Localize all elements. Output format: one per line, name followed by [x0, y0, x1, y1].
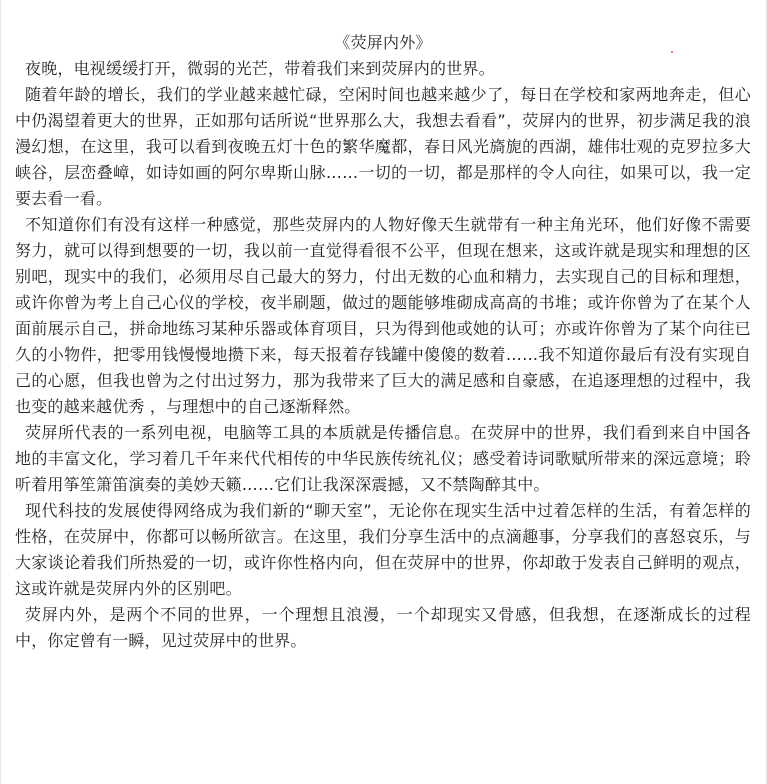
paragraph-1: 夜晚，电视缓缓打开，微弱的光芒，带着我们来到荧屏内的世界。 — [25, 59, 495, 78]
paragraph-5: 现代科技的发展使得网络成为我们新的“聊天室”，无论你在现实生活中过着怎样的生活，有着怎样的性格，在荧屏中，你都可以畅所欲言。在这里，我们分享生活中的点滴趣事，分享我们的喜怒哀乐，与大家谈论着我们所热爱的一切，或许你性格内向，但在荧屏中的世界，你却敢于发表自己鲜明的观点，这或许就是荧屏内外的区别吧。 — [15, 501, 751, 598]
paragraph-6: 荧屏内外，是两个不同的世界，一个理想且浪漫，一个却现实又骨感，但我想，在逐渐成长的过程中，你定曾有一瞬，见过荧屏中的世界。 — [15, 605, 751, 650]
paragraph-2: 随着年龄的增长，我们的学业越来越忙碌，空闲时间也越来越少了，每日在学校和家两地奔走，但心中仍渴望着更大的世界，正如那句话所说“世界那么大，我想去看看”，荧屏内的世界，初步满足我的浪漫幻想，在这里，我可以看到夜晚五灯十色的繁华魔都，春日风光旖旎的西湖，雄伟壮观的克罗拉多大峡谷，层峦叠嶂，如诗如画的阿尔卑斯山脉……一切的一切，都是那样的令人向往，如果可以，我一定要去看一看。 — [15, 85, 751, 208]
essay-body — [15, 30, 751, 654]
paragraph-3: 不知道你们有没有这样一种感觉，那些荧屏内的人物好像天生就带有一种主角光环，他们好像不需要努力，就可以得到想要的一切，我以前一直觉得看很不公平，但现在想来，这或许就是现实和理想的区别吧，现实中的我们，必须用尽自己最大的努力，付出无数的心血和精力，去实现自己的目标和理想，或许你曾为考上自己心仪的学校，夜半刷题，做过的题能够堆砌成高高的书堆；或许你曾为了在某个人面前展示自己，拼命地练习某种乐器或体育项目，只为得到他或她的认可；亦或许你曾为了某个向往已久的小物件，把零用钱慢慢地攒下来，每天报着存钱罐中傻傻的数着……我不知道你最后有没有实现自己的心愿，但我也曾为之付出过努力，那为我带来了巨大的满足感和自豪感，在追逐理想的过程中，我也变的越来越优秀 ，与理想中的自己逐渐释然。 — [15, 215, 751, 416]
paragraph-4: 荧屏所代表的一系列电视，电脑等工具的本质就是传播信息。在荧屏中的世界，我们看到来自中国各地的丰富文化，学习着几千年来代代相传的中华民族传统礼仪；感受着诗词歌赋所带来的深远意境；聆听着用筝笙箫笛演奏的美妙天籁……它们让我深深震撼，又不禁陶醉其中。 — [15, 423, 751, 494]
essay-title: 《荧屏内外》 — [334, 33, 432, 52]
